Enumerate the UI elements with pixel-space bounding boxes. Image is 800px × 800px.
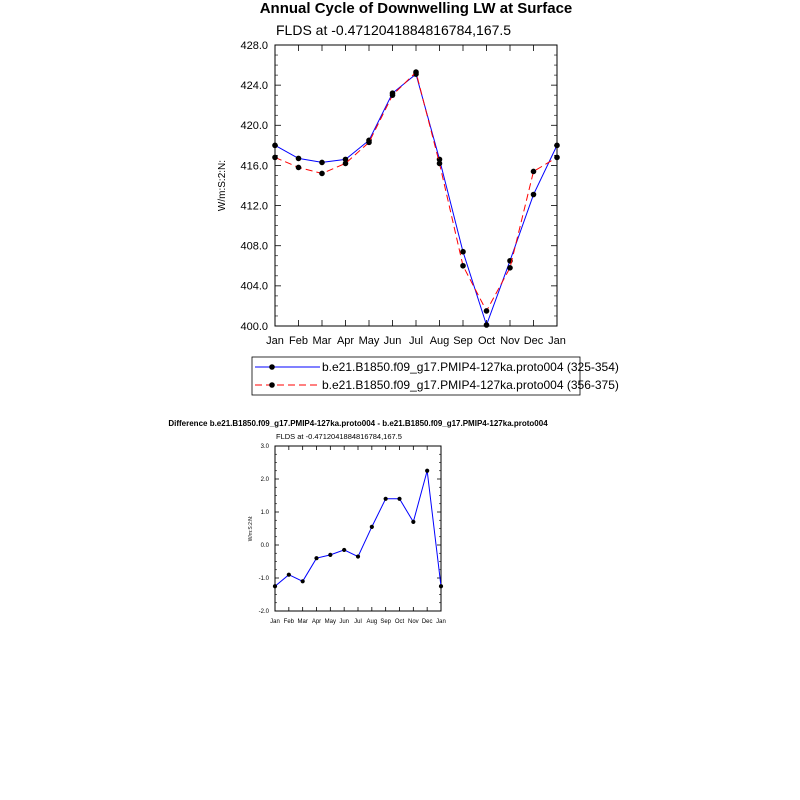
data-point: [531, 169, 537, 175]
x-tick-label: Jan: [270, 619, 280, 625]
y-tick-label: 400.0: [240, 320, 268, 333]
data-point: [390, 92, 396, 98]
x-tick-label: Aug: [366, 619, 378, 625]
data-point: [366, 140, 372, 146]
data-point: [425, 469, 429, 473]
chart-difference: [248, 444, 446, 625]
legend-marker: [269, 364, 275, 370]
x-tick-label: Feb: [289, 335, 308, 347]
data-point: [272, 143, 278, 149]
data-point: [296, 165, 302, 171]
data-point: [484, 308, 490, 314]
y-tick-label: 428.0: [240, 39, 268, 52]
data-point: [554, 155, 560, 161]
x-tick-label: Jan: [436, 619, 446, 625]
y-axis-label: W/m:S:2:N:: [248, 515, 254, 542]
chart-annual-cycle: [217, 40, 619, 395]
x-tick-label: Jun: [383, 335, 402, 347]
data-point: [319, 160, 325, 166]
data-point: [554, 143, 560, 149]
data-point: [413, 69, 419, 75]
data-point: [460, 263, 466, 269]
x-tick-label: Dec: [421, 619, 433, 625]
x-tick-label: Apr: [336, 335, 355, 347]
data-point: [397, 497, 401, 501]
data-point: [437, 161, 443, 167]
legend-marker: [269, 382, 275, 388]
data-point: [301, 579, 305, 583]
x-tick-label: Feb: [283, 619, 295, 625]
series-line-1: [275, 74, 557, 325]
y-tick-label: -1.0: [258, 576, 269, 583]
difference-chart-title: Difference b.e21.B1850.f09_g17.PMIP4-127ka.proto004 - b.e21.B1850.f09_g17.PMIP4-127ka.proto004: [168, 419, 548, 428]
x-tick-label: Mar: [297, 619, 308, 625]
data-point: [343, 161, 349, 167]
data-point: [296, 156, 302, 162]
data-point: [319, 171, 325, 177]
y-tick-label: -2.0: [258, 609, 269, 616]
x-tick-label: Nov: [407, 619, 419, 625]
y-tick-label: 408.0: [240, 240, 268, 253]
x-tick-label: Oct: [477, 335, 496, 347]
x-tick-label: Jun: [339, 619, 350, 625]
legend-label: b.e21.B1850.f09_g17.PMIP4-127ka.proto004 (325-354): [322, 360, 619, 374]
x-tick-label: Jul: [408, 335, 424, 347]
x-tick-label: Nov: [500, 335, 520, 347]
data-point: [328, 553, 332, 557]
data-point: [272, 155, 278, 161]
series-line-1: [275, 471, 441, 587]
x-tick-label: Jan: [548, 335, 566, 347]
data-point: [287, 573, 291, 577]
data-point: [507, 265, 513, 271]
chart-title: Annual Cycle of Downwelling LW at Surface: [259, 0, 573, 17]
plot-frame: [275, 45, 557, 326]
y-tick-label: 1.0: [260, 510, 269, 517]
y-tick-label: 0.0: [260, 543, 269, 550]
data-point: [384, 497, 388, 501]
y-tick-label: 424.0: [240, 79, 268, 92]
data-point: [314, 556, 318, 560]
legend-label: b.e21.B1850.f09_g17.PMIP4-127ka.proto004 (356-375): [322, 378, 619, 392]
y-tick-label: 416.0: [240, 160, 268, 173]
series-line-2: [275, 72, 557, 311]
plot-frame: [275, 446, 441, 611]
y-tick-label: 3.0: [260, 444, 269, 451]
data-point: [370, 525, 374, 529]
chart-subtitle: FLDS at -0.4712041884816784,167.5: [276, 22, 512, 38]
x-tick-label: May: [358, 335, 380, 347]
x-tick-label: Jan: [266, 335, 284, 347]
x-tick-label: Apr: [311, 619, 322, 625]
y-axis-label: W/m:S:2:N:: [217, 159, 228, 212]
data-point: [273, 584, 277, 588]
data-point: [531, 192, 537, 198]
legend: [252, 357, 619, 395]
difference-chart-subtitle: FLDS at -0.4712041884816784,167.5: [276, 432, 402, 441]
x-tick-label: Oct: [394, 619, 405, 625]
data-point: [460, 249, 466, 255]
data-point: [484, 322, 490, 328]
data-point: [411, 520, 415, 524]
x-tick-label: Dec: [523, 335, 544, 347]
x-tick-label: Aug: [429, 335, 450, 347]
data-point: [439, 584, 443, 588]
x-tick-label: Sep: [380, 619, 392, 625]
y-tick-label: 412.0: [240, 200, 268, 213]
data-point: [356, 554, 360, 558]
x-tick-label: Mar: [312, 335, 332, 347]
y-tick-label: 2.0: [260, 477, 269, 484]
x-tick-label: Sep: [453, 335, 473, 347]
y-tick-label: 420.0: [240, 120, 268, 133]
x-tick-label: Jul: [354, 619, 362, 625]
y-tick-label: 404.0: [240, 280, 268, 293]
x-tick-label: May: [324, 619, 337, 625]
data-point: [342, 548, 346, 552]
